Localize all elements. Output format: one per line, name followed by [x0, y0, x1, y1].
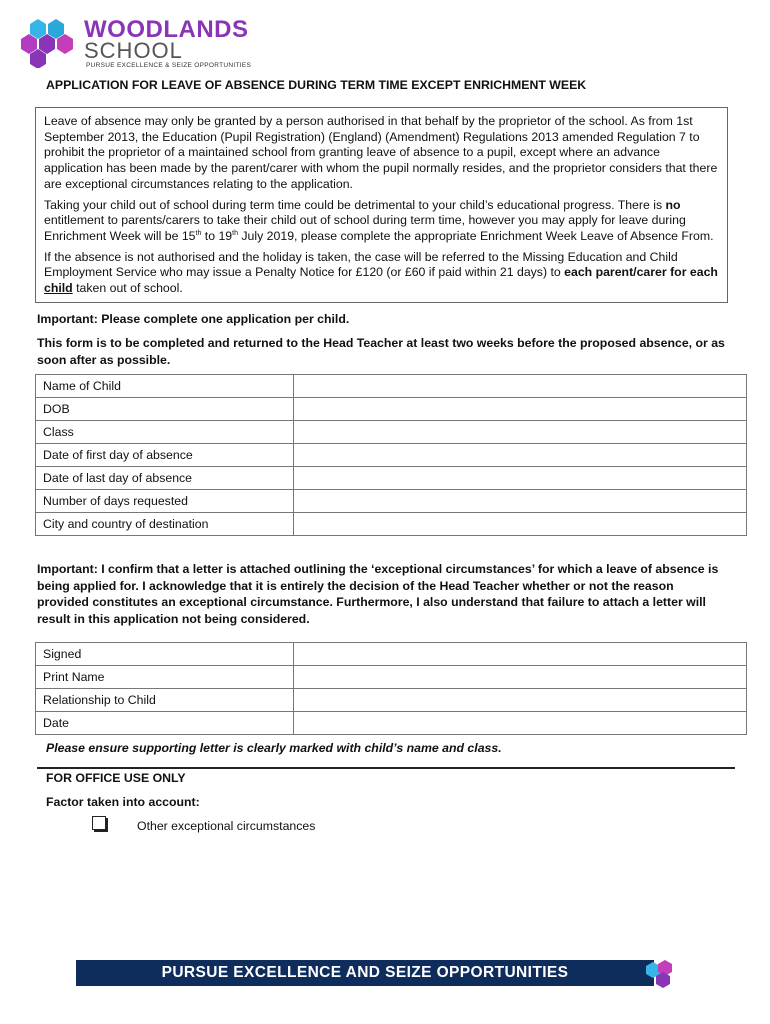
field-label: Date	[36, 712, 294, 735]
school-motto: PURSUE EXCELLENCE & SEIZE OPPORTUNITIES	[86, 62, 252, 69]
form-title: APPLICATION FOR LEAVE OF ABSENCE DURING TERM TIME EXCEPT ENRICHMENT WEEK	[46, 78, 587, 92]
name-of-child-input[interactable]	[294, 375, 747, 398]
office-use-title: FOR OFFICE USE ONLY	[46, 771, 186, 785]
school-subtitle: SCHOOL	[84, 38, 183, 63]
table-row	[36, 375, 747, 398]
table-row	[36, 467, 747, 490]
table-row	[36, 444, 747, 467]
table-row	[36, 712, 747, 735]
field-label: Date of last day of absence	[36, 467, 294, 490]
print-name-input[interactable]	[294, 666, 747, 689]
intro-box	[35, 107, 728, 303]
class-input[interactable]	[294, 421, 747, 444]
table-row	[36, 398, 747, 421]
footer-banner	[76, 960, 676, 986]
table-row	[36, 643, 747, 666]
field-label: Class	[36, 421, 294, 444]
table-row	[36, 513, 747, 536]
days-requested-input[interactable]	[294, 490, 747, 513]
field-label: Number of days requested	[36, 490, 294, 513]
field-label: Print Name	[36, 666, 294, 689]
destination-input[interactable]	[294, 513, 747, 536]
last-day-input[interactable]	[294, 467, 747, 490]
field-label: Relationship to Child	[36, 689, 294, 712]
intro-paragraph-2: Taking your child out of school during term time could be detrimental to your child’s educational progress. There is no entitlement to parents/carers to take their child out of school during term time, however you may apply for leave during Enrichment Week will be 15th to 19th July 2019, please complete the appropriate Enrichment Week Leave of Absence From.	[44, 197, 714, 243]
intro-paragraph-3: If the absence is not authorised and the holiday is taken, the case will be referred to the Missing Education and Child Employment Service who may issue a Penalty Notice for £120 (or £60 if paid within 21 days) to each parent/carer for each child taken out of school.	[44, 249, 718, 296]
hexagon-logo-icon	[18, 14, 84, 68]
intro-paragraph-1: Leave of absence may only be granted by a person authorised in that behalf by the proprietor of the school. As from 1st September 2013, the Education (Pupil Registration) (England) (Amendment) Regulations 2013 amended Regulation 7 to prohibit the proprietor of a maintained school from granting leave of absence to a pupil, except where an advance application has been made by the parent/carer with whom the pupil normally resides, and the proprietor considers that there are exceptional circumstances relating to the application.	[44, 114, 718, 191]
date-input[interactable]	[294, 712, 747, 735]
school-logo	[18, 14, 252, 69]
signature-table	[35, 642, 747, 735]
dob-input[interactable]	[294, 398, 747, 421]
signed-input[interactable]	[294, 643, 747, 666]
field-label: Date of first day of absence	[36, 444, 294, 467]
field-label: Signed	[36, 643, 294, 666]
checkbox-label: Other exceptional circumstances	[137, 819, 316, 833]
important-deadline: This form is to be completed and returned to the Head Teacher at least two weeks before the proposed absence, or as soon after as possible.	[37, 336, 725, 367]
field-label: Name of Child	[36, 375, 294, 398]
field-label: City and country of destination	[36, 513, 294, 536]
relationship-input[interactable]	[294, 689, 747, 712]
supporting-letter-note: Please ensure supporting letter is clearly marked with child’s name and class.	[46, 741, 502, 755]
school-name: WOODLANDS	[84, 16, 249, 43]
office-divider	[37, 767, 735, 769]
important-one-per-child: Important: Please complete one application per child.	[37, 312, 350, 326]
table-row	[36, 666, 747, 689]
first-day-input[interactable]	[294, 444, 747, 467]
footer-slogan: PURSUE EXCELLENCE AND SEIZE OPPORTUNITIES	[76, 960, 654, 986]
confirmation-statement: Important: I confirm that a letter is attached outlining the ‘exceptional circumstances’ for which a leave of absence is being applied for. I acknowledge that it is entirely the decision of the Head Teacher whether or not the reason provided constitutes an exceptional circumstance. Furthermore, I also understand that failure to attach a letter will result in this application not being considered.	[37, 562, 719, 626]
table-row	[36, 689, 747, 712]
table-row	[36, 490, 747, 513]
field-label: DOB	[36, 398, 294, 421]
factor-title: Factor taken into account:	[46, 795, 200, 809]
table-row	[36, 421, 747, 444]
child-details-table	[35, 374, 747, 536]
exceptional-circumstances-checkbox[interactable]	[92, 816, 106, 830]
footer-hexagon-icon	[644, 958, 684, 988]
